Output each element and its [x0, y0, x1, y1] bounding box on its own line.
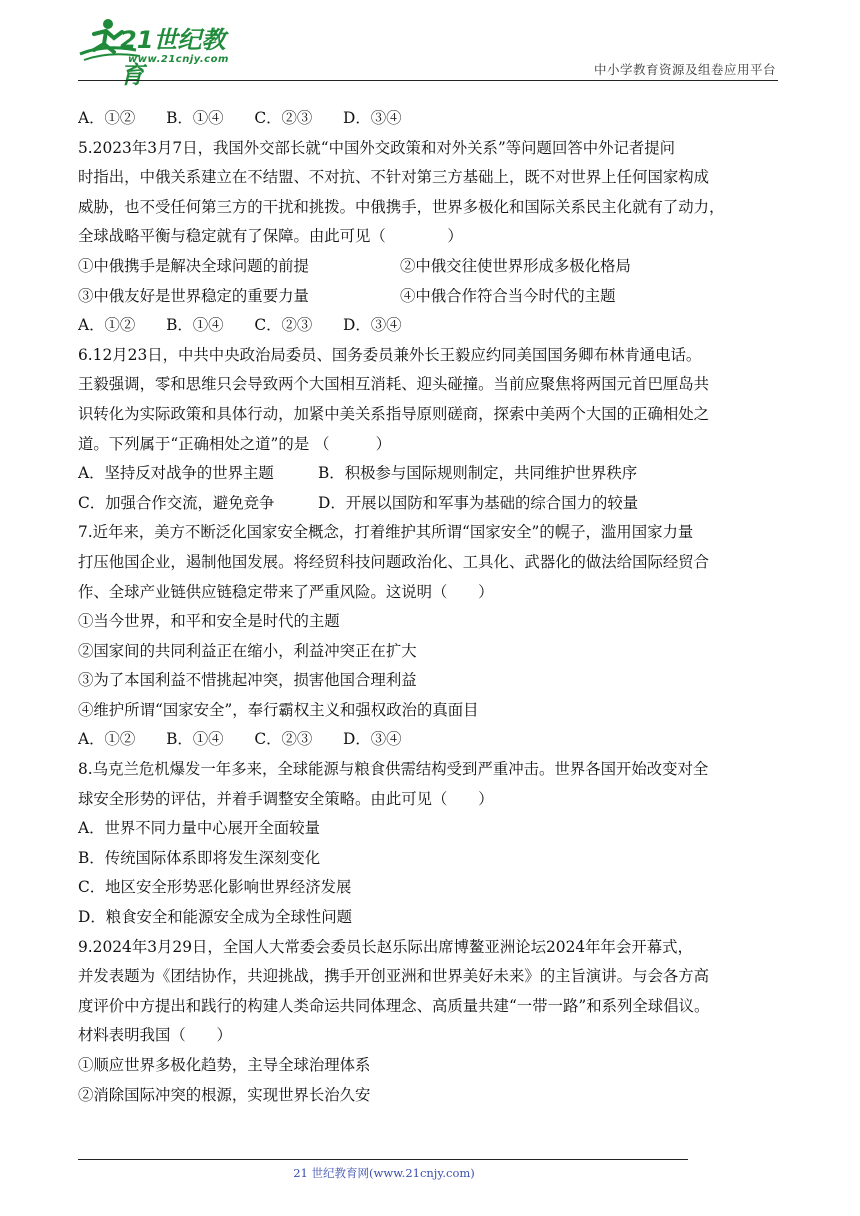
- question-content: [78, 104, 786, 1110]
- q6-options-row: [78, 459, 786, 489]
- q5-statement-4: ④中俄合作符合当今时代的主题: [400, 286, 616, 305]
- q5-stem-line: 威胁，也不受任何第三方的干扰和挑拨。中俄携手，世界多极化和国际关系民主化就有了动力，: [78, 197, 725, 216]
- q6-option-a: A．坚持反对战争的世界主题: [78, 464, 274, 483]
- q5-stem-line: 全球战略平衡与稳定就有了保障。由此可见（ ）: [78, 227, 463, 246]
- q5-options: A．①② B．①④ C．②③ D．③④: [78, 316, 402, 335]
- q8-option-a: A．世界不同力量中心展开全面较量: [78, 819, 320, 838]
- footer-divider: [78, 1159, 688, 1160]
- q5-statements-row: [78, 252, 786, 282]
- q8-option-c: C．地区安全形势恶化影响世界经济发展: [78, 878, 352, 897]
- q7-statement-4: ④维护所谓“国家安全”，奉行霸权主义和强权政治的真面目: [78, 700, 479, 719]
- q6-option-b: B．积极参与国际规则制定，共同维护世界秩序: [318, 464, 638, 483]
- page-header: [0, 0, 860, 89]
- q6-option-d: D．开展以国防和军事为基础的综合国力的较量: [318, 493, 639, 512]
- logo-text: 21世纪教育: [120, 26, 226, 89]
- q8-stem-line: 球安全形势的评估，并着手调整安全策略。由此可见（ ）: [78, 789, 494, 808]
- header-divider: [78, 80, 778, 81]
- q4-options: A．①② B．①④ C．②③ D．③④: [78, 109, 402, 127]
- q7-statement-1: ①当今世界，和平和安全是时代的主题: [78, 612, 340, 631]
- q6-stem-line: 王毅强调，零和思维只会导致两个大国相互消耗、迎头碰撞。当前应聚焦将两国元首巴厘岛共: [78, 375, 710, 394]
- q9-statement-2: ②消除国际冲突的根源，实现世界长治久安: [78, 1085, 371, 1104]
- q6-option-c: C．加强合作交流，避免竞争: [78, 493, 275, 512]
- footer-link[interactable]: 21 世纪教育网(www.21cnjy.com): [293, 1166, 475, 1180]
- q9-stem-line: 并发表题为《团结协作，共迎挑战，携手开创亚洲和世界美好未来》的主旨演讲。与会各方高: [78, 967, 710, 986]
- site-logo[interactable]: [74, 14, 244, 89]
- q7-statement-3: ③为了本国利益不惜挑起冲突，损害他国合理利益: [78, 671, 417, 690]
- q9-statement-1: ①顺应世界多极化趋势，主导全球治理体系: [78, 1056, 371, 1074]
- q8-stem-line: 8.乌克兰危机爆发一年多来，全球能源与粮食供需结构受到严重冲击。世界各国开始改变对全: [78, 760, 709, 779]
- q9-stem-line: 9.2024年3月29日，全国人大常委会委员长赵乐际出席博鳌亚洲论坛2024年年会开幕式，: [78, 937, 693, 956]
- q9-stem-line: 度评价中方提出和践行的构建人类命运共同体理念、高质量共建“一带一路”和系列全球倡议。: [78, 996, 710, 1015]
- q7-stem-line: 7.近年来，美方不断泛化国家安全概念，打着维护其所谓“国家安全”的幌子，滥用国家力量: [78, 523, 694, 542]
- logo-url: www.21cnjy.com: [128, 54, 229, 65]
- q6-stem-line: 道。下列属于“正确相处之道”的是 （ ）: [78, 434, 392, 453]
- q8-option-b: B．传统国际体系即将发生深刻变化: [78, 848, 321, 867]
- q9-stem-line: 材料表明我国（ ）: [78, 1026, 232, 1045]
- q7-statement-2: ②国家间的共同利益正在缩小，利益冲突正在扩大: [78, 641, 417, 660]
- q6-options-row: [78, 489, 786, 519]
- platform-label: 中小学教育资源及组卷应用平台: [593, 62, 776, 77]
- q7-stem-line: 作、全球产业链供应链稳定带来了严重风险。这说明（ ）: [78, 582, 494, 601]
- q8-option-d: D．粮食安全和能源安全成为全球性问题: [78, 908, 352, 927]
- q7-options: A．①② B．①④ C．②③ D．③④: [78, 730, 402, 749]
- q7-stem-line: 打压他国企业，遏制他国发展。将经贸科技问题政治化、工具化、武器化的做法给国际经贸合: [78, 552, 710, 571]
- q5-statement-1: ①中俄携手是解决全球问题的前提: [78, 256, 309, 275]
- q5-stem-line: 时指出，中俄关系建立在不结盟、不对抗、不针对第三方基础上，既不对世界上任何国家构成: [78, 168, 710, 187]
- q5-statement-3: ③中俄友好是世界稳定的重要力量: [78, 286, 309, 305]
- q5-stem-line: 5.2023年3月7日，我国外交部长就“中国外交政策和对外关系”等问题回答中外记者提问: [78, 138, 676, 157]
- q6-stem-line: 6.12月23日，中共中央政治局委员、国务委员兼外长王毅应约同美国国务卿布林肯通电话。: [78, 345, 702, 364]
- q5-statements-row: [78, 282, 786, 312]
- q5-statement-2: ②中俄交往使世界形成多极化格局: [400, 256, 631, 275]
- q6-stem-line: 识转化为实际政策和具体行动，加紧中美关系指导原则磋商，探索中美两个大国的正确相处之: [78, 404, 710, 423]
